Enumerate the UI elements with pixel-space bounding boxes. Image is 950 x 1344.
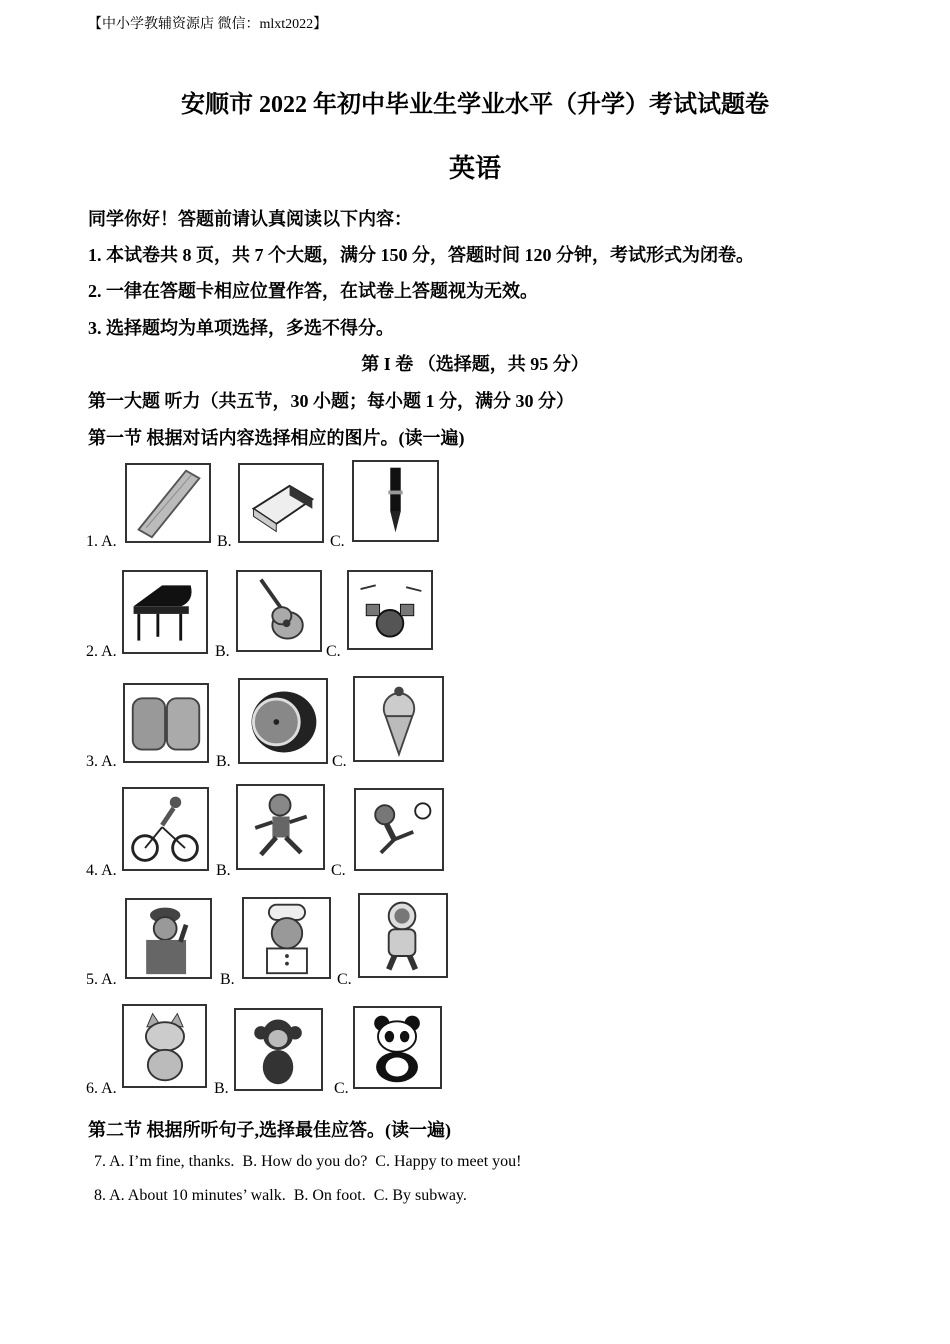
soldier-icon	[125, 898, 212, 979]
cat-icon	[122, 1004, 207, 1088]
soccer-icon	[354, 788, 444, 871]
option-c-label: C.	[337, 971, 352, 988]
option-c-label: C.	[332, 753, 347, 770]
monkey-icon	[234, 1008, 323, 1091]
guitar-icon	[236, 570, 322, 652]
eraser-icon	[238, 463, 324, 543]
pen-icon	[352, 460, 439, 542]
option-b-label: B.	[217, 533, 232, 550]
question-2-label: 2. A.	[86, 643, 117, 660]
part1-title: 第一大题 听力（共五节，30 小题；每小题 1 分，满分 30 分）	[88, 391, 574, 411]
drums-icon	[347, 570, 433, 650]
question-7: 7. A. I’m fine, thanks. B. How do you do? C. Happy to meet you!	[90, 1153, 522, 1170]
option-c-label: C.	[330, 533, 345, 550]
option-c-label: C.	[326, 643, 341, 660]
running-icon	[236, 784, 325, 870]
question-3-label: 3. A.	[86, 753, 117, 770]
astronaut-icon	[358, 893, 448, 978]
watermelon-icon	[238, 678, 328, 764]
question-6-label: 6. A.	[86, 1080, 117, 1097]
chef-icon	[242, 897, 331, 979]
piano-icon	[122, 570, 208, 654]
option-b-label: B.	[214, 1080, 229, 1097]
subject-title: 英语	[448, 154, 501, 183]
question-8: 8. A. About 10 minutes’ walk. B. On foot. C. By subway.	[90, 1187, 467, 1204]
mooncake-icon	[123, 683, 209, 763]
option-c-label: C.	[331, 862, 346, 879]
instruction-item: 2. 一律在答题卡相应位置作答，在试卷上答题视为无效。	[88, 281, 538, 301]
question-1-label: 1. A.	[86, 533, 117, 550]
ice-cream-icon	[353, 676, 444, 762]
ruler-icon	[125, 463, 211, 543]
volume-title: 第 I 卷 （选择题，共 95 分）	[361, 354, 589, 374]
instruction-item: 1. 本试卷共 8 页，共 7 个大题，满分 150 分，答题时间 120 分钟，考试形式为闭卷。	[88, 245, 754, 265]
section1-title: 第一节 根据对话内容选择相应的图片。(读一遍)	[88, 428, 465, 448]
option-b-label: B.	[220, 971, 235, 988]
panda-icon	[353, 1006, 442, 1089]
exam-title: 安顺市 2022 年初中毕业生学业水平（升学）考试试题卷	[181, 92, 769, 118]
option-c-label: C.	[334, 1080, 349, 1097]
option-b-label: B.	[216, 862, 231, 879]
cycling-icon	[122, 787, 209, 871]
header-note: 【中小学教辅资源店 微信：mlxt2022】	[88, 17, 328, 32]
option-b-label: B.	[216, 753, 231, 770]
option-b-label: B.	[215, 643, 230, 660]
question-5-label: 5. A.	[86, 971, 117, 988]
section2-title: 第二节 根据所听句子,选择最佳应答。(读一遍)	[88, 1120, 451, 1140]
question-4-label: 4. A.	[86, 862, 117, 879]
instructions-greeting: 同学你好！答题前请认真阅读以下内容：	[88, 209, 412, 229]
instruction-item: 3. 选择题均为单项选择，多选不得分。	[88, 318, 394, 338]
